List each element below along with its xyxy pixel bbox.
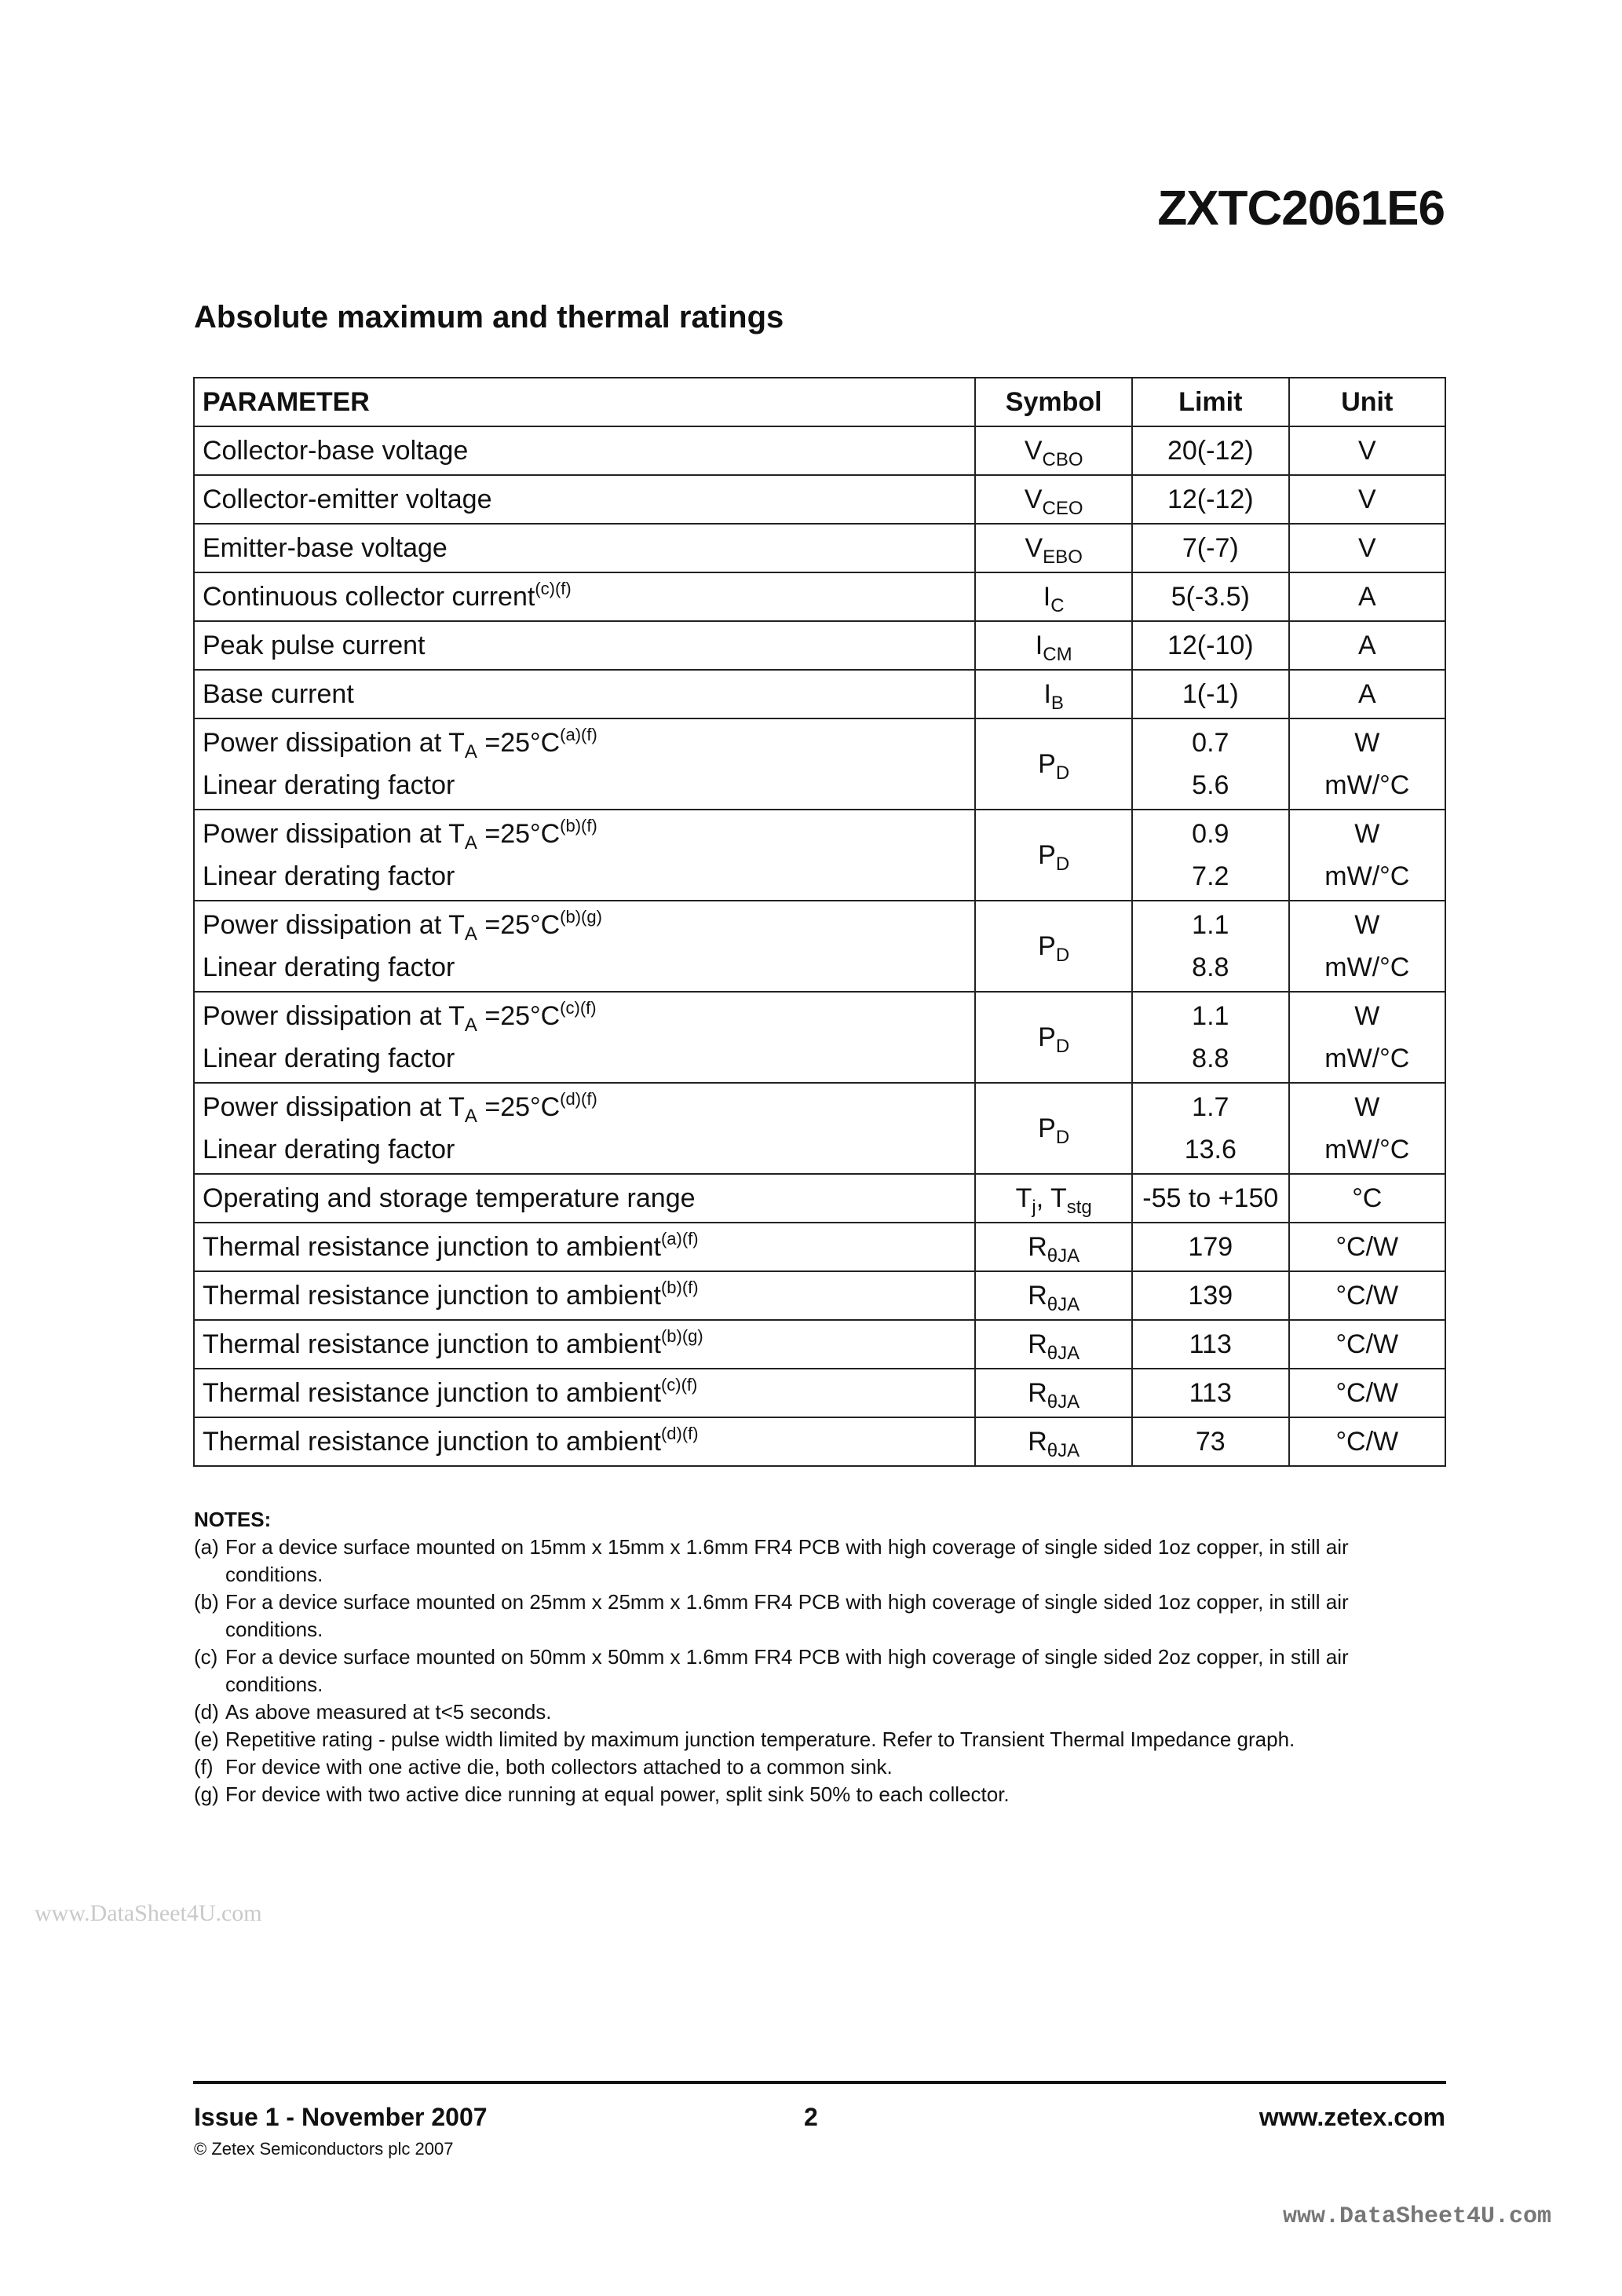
ratings-table — [193, 377, 1446, 1467]
notes-heading: NOTES: — [194, 1508, 272, 1531]
limit-cell: 113 — [1132, 1369, 1289, 1417]
limit-cell: 1(-1) — [1132, 670, 1289, 718]
param-cell: Thermal resistance junction to ambient$^{(a)(f)}$ — [194, 1223, 975, 1271]
note-item: (c) For a device surface mounted on 50mm x 50mm x 1.6mm FR4 PCB with high coverage of single sided 2oz copper, in still air conditions. — [194, 1645, 1349, 1696]
table-row-power — [194, 901, 1445, 992]
param-cell: Thermal resistance junction to ambient$^{(b)(f)}$ — [194, 1271, 975, 1320]
table-row — [194, 1271, 1445, 1320]
unit-cell: °C/W — [1289, 1271, 1445, 1320]
notes-section — [194, 1506, 1450, 1808]
limit-cell: 1.1 8.8 — [1132, 992, 1289, 1083]
footer-divider — [193, 2081, 1446, 2084]
param-cell: Power dissipation at $T_A =25^\circ C^{(d)(f)}$ Linear derating factor — [194, 1083, 975, 1174]
param-cell: Base current — [194, 670, 975, 718]
symbol-cell: $R_{\theta JA}$ — [975, 1369, 1132, 1417]
limit-cell: 12(-10) — [1132, 621, 1289, 670]
unit-cell: °C/W — [1289, 1369, 1445, 1417]
param-cell: Thermal resistance junction to ambient$^{(b)(g)}$ — [194, 1320, 975, 1369]
limit-cell: 0.9 7.2 — [1132, 810, 1289, 901]
note-item: (e) Repetitive rating - pulse width limited by maximum junction temperature. Refer to Transient Thermal Impedance graph. — [194, 1727, 1295, 1751]
symbol-cell: $R_{\theta JA}$ — [975, 1271, 1132, 1320]
unit-cell: °C/W — [1289, 1223, 1445, 1271]
watermark-right: www.DataSheet4U.com — [1282, 2203, 1551, 2230]
symbol-cell: $P_D$ — [975, 901, 1132, 992]
unit-cell: A — [1289, 572, 1445, 621]
page-number: 2 — [804, 2103, 818, 2131]
table-row — [194, 572, 1445, 621]
header-unit: Unit — [1289, 378, 1445, 426]
table-row — [194, 1320, 1445, 1369]
table-header-row — [194, 378, 1445, 426]
unit-cell: V — [1289, 524, 1445, 572]
table-row — [194, 670, 1445, 718]
symbol-cell: $I_{CM}$ — [975, 621, 1132, 670]
param-cell: Power dissipation at $T_A =25^\circ C^{(a)(f)}$ Linear derating factor — [194, 718, 975, 810]
table-row — [194, 1223, 1445, 1271]
param-cell: Power dissipation at $T_A =25^\circ C^{(b)(f)}$ Linear derating factor — [194, 810, 975, 901]
limit-cell: 179 — [1132, 1223, 1289, 1271]
param-cell: Emitter-base voltage — [194, 524, 975, 572]
table-row — [194, 524, 1445, 572]
limit-cell: 5(-3.5) — [1132, 572, 1289, 621]
limit-cell: 7(-7) — [1132, 524, 1289, 572]
unit-cell: °C — [1289, 1174, 1445, 1223]
limit-cell: 20(-12) — [1132, 426, 1289, 475]
header-parameter: PARAMETER — [194, 378, 975, 426]
limit-cell: 0.7 5.6 — [1132, 718, 1289, 810]
symbol-cell: $P_D$ — [975, 718, 1132, 810]
note-item: (d) As above measured at t<5 seconds. — [194, 1700, 552, 1724]
part-number-title: ZXTC2061E6 — [1157, 181, 1445, 236]
table-row-power — [194, 992, 1445, 1083]
param-cell: Continuous collector current$^{(c)(f)}$ — [194, 572, 975, 621]
param-cell: Peak pulse current — [194, 621, 975, 670]
section-title: Absolute maximum and thermal ratings — [194, 300, 784, 335]
table-row-power — [194, 718, 1445, 810]
watermark-left: www.DataSheet4U.com — [35, 1900, 262, 1926]
limit-cell: 12(-12) — [1132, 475, 1289, 524]
footer-website-link[interactable]: www.zetex.com — [1259, 2103, 1445, 2131]
symbol-cell: $V_{EBO}$ — [975, 524, 1132, 572]
limit-cell: 139 — [1132, 1271, 1289, 1320]
note-item: (f) For device with one active die, both collectors attached to a common sink. — [194, 1755, 893, 1779]
note-item: (b) For a device surface mounted on 25mm x 25mm x 1.6mm FR4 PCB with high coverage of single sided 1oz copper, in still air conditions. — [194, 1590, 1349, 1641]
limit-cell: 113 — [1132, 1320, 1289, 1369]
param-cell: Thermal resistance junction to ambient$^{(c)(f)}$ — [194, 1369, 975, 1417]
symbol-cell: $P_D$ — [975, 810, 1132, 901]
table-row-power — [194, 1083, 1445, 1174]
table-row-power — [194, 810, 1445, 901]
header-limit: Limit — [1132, 378, 1289, 426]
unit-cell: A — [1289, 621, 1445, 670]
param-cell: Power dissipation at $T_A =25^\circ C^{(c)(f)}$ Linear derating factor — [194, 992, 975, 1083]
note-item: (a) For a device surface mounted on 15mm x 15mm x 1.6mm FR4 PCB with high coverage of single sided 1oz copper, in still air conditions. — [194, 1535, 1349, 1586]
symbol-cell: $P_D$ — [975, 992, 1132, 1083]
symbol-cell: $R_{\theta JA}$ — [975, 1320, 1132, 1369]
table-row — [194, 1369, 1445, 1417]
unit-cell: W mW/°C — [1289, 810, 1445, 901]
limit-cell: 1.1 8.8 — [1132, 901, 1289, 992]
table-row — [194, 475, 1445, 524]
unit-cell: W mW/°C — [1289, 901, 1445, 992]
footer-issue: Issue 1 - November 2007 — [194, 2103, 488, 2131]
limit-cell: 1.7 13.6 — [1132, 1083, 1289, 1174]
symbol-cell: $R_{\theta JA}$ — [975, 1223, 1132, 1271]
footer-copyright: © Zetex Semiconductors plc 2007 — [194, 2139, 454, 2159]
param-cell: Thermal resistance junction to ambient$^{(d)(f)}$ — [194, 1417, 975, 1466]
note-item: (g) For device with two active dice running at equal power, split sink 50% to each collector. — [194, 1782, 1010, 1806]
param-cell: Collector-base voltage — [194, 426, 975, 475]
unit-cell: V — [1289, 426, 1445, 475]
unit-cell: °C/W — [1289, 1417, 1445, 1466]
unit-cell: W mW/°C — [1289, 992, 1445, 1083]
table-row — [194, 621, 1445, 670]
unit-cell: W mW/°C — [1289, 1083, 1445, 1174]
unit-cell: W mW/°C — [1289, 718, 1445, 810]
unit-cell: V — [1289, 475, 1445, 524]
symbol-cell: $P_D$ — [975, 1083, 1132, 1174]
table-row-temperature — [194, 1174, 1445, 1223]
table-row — [194, 1417, 1445, 1466]
symbol-cell: $I_C$ — [975, 572, 1132, 621]
header-symbol: Symbol — [975, 378, 1132, 426]
unit-cell: °C/W — [1289, 1320, 1445, 1369]
param-cell: Power dissipation at $T_A =25^\circ C^{(b)(g)}$ Linear derating factor — [194, 901, 975, 992]
symbol-cell: $V_{CEO}$ — [975, 475, 1132, 524]
unit-cell: A — [1289, 670, 1445, 718]
param-cell: Collector-emitter voltage — [194, 475, 975, 524]
symbol-cell: $T_j$, $T_{stg}$ — [975, 1174, 1132, 1223]
symbol-cell: $I_B$ — [975, 670, 1132, 718]
table-row — [194, 426, 1445, 475]
symbol-cell: $R_{\theta JA}$ — [975, 1417, 1132, 1466]
symbol-cell: $V_{CBO}$ — [975, 426, 1132, 475]
param-cell: Operating and storage temperature range — [194, 1174, 975, 1223]
limit-cell: -55 to +150 — [1132, 1174, 1289, 1223]
limit-cell: 73 — [1132, 1417, 1289, 1466]
